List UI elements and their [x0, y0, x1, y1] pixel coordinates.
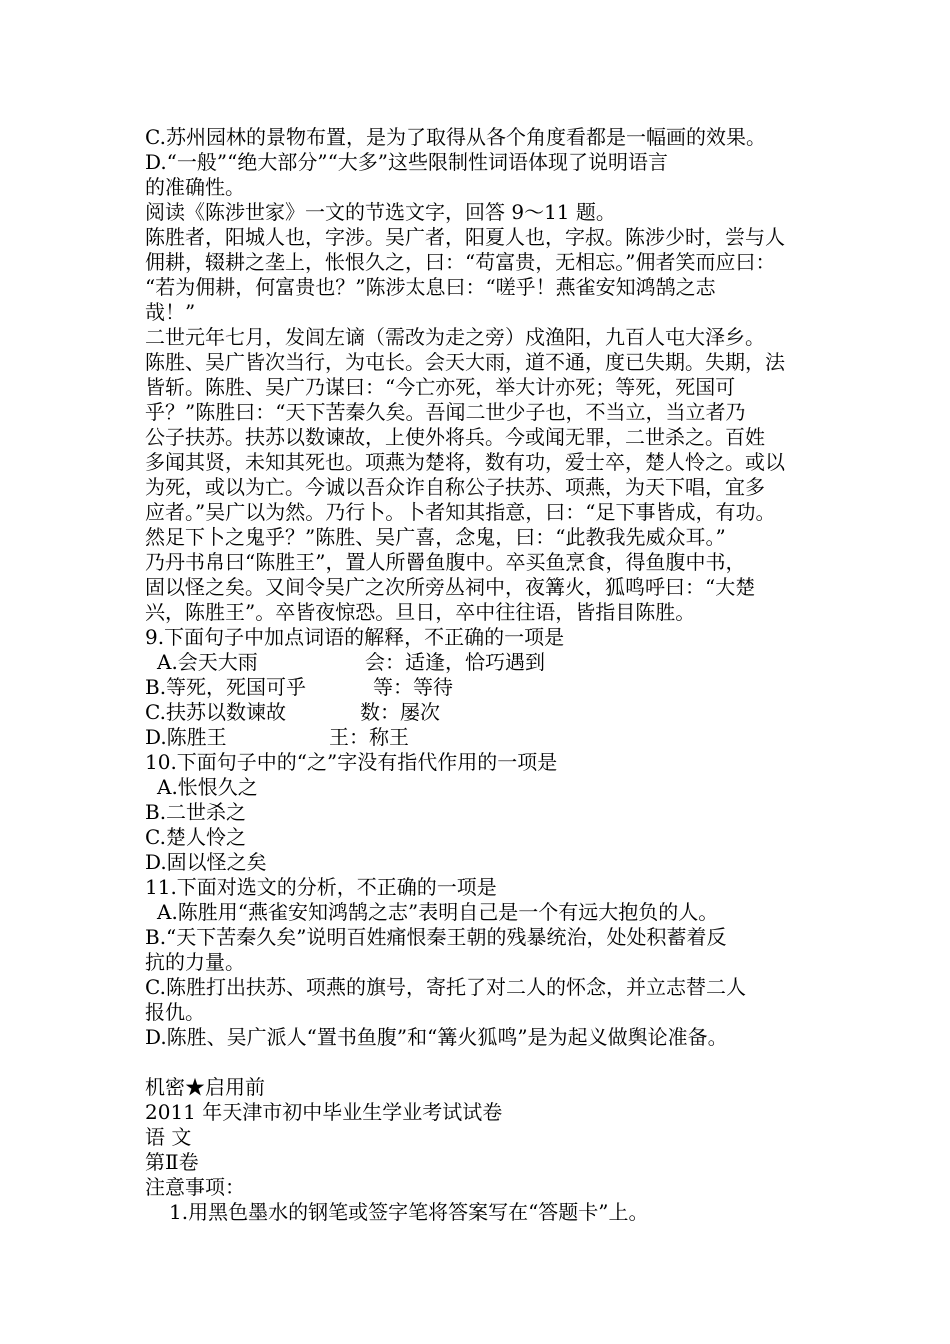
passage-line: 陈胜者，阳城人也，字涉。吴广者，阳夏人也，字叔。陈涉少时，尝与人: [145, 225, 785, 249]
option-b-gloss: 等：等待: [373, 675, 453, 699]
question-11-option-c: C.陈胜打出扶苏、项燕的旗号，寄托了对二人的怀念，并立志替二人: [145, 975, 746, 999]
question-11-option-b: B.“天下苦秦久矣”说明百姓痛恨秦王朝的残暴统治，处处积蓄着反: [145, 925, 727, 949]
passage-line: 多闻其贤，未知其死也。项燕为楚将，数有功，爱士卒，楚人怜之。或以: [145, 450, 785, 474]
question-9-option-b: [145, 675, 835, 700]
question-11-stem: 11.下面对选文的分析，不正确的一项是: [145, 875, 497, 899]
question-10-stem: 10.下面句子中的“之”字没有指代作用的一项是: [145, 750, 558, 774]
question-9-option-a: [145, 650, 835, 675]
passage-line: 然足下卜之鬼乎？”陈胜、吴广喜，念鬼，曰：“此教我先威众耳。”: [145, 525, 726, 549]
passage-line: 二世元年七月，发闾左谪（需改为走之旁）戍渔阳，九百人屯大泽乡。: [145, 325, 765, 349]
note-1: 1.用黑色墨水的钢笔或签字笔将答案写在“答题卡”上。: [169, 1200, 649, 1224]
exam-title: 2011 年天津市初中毕业生学业考试试卷: [145, 1100, 503, 1124]
question-10-option-b: B.二世杀之: [145, 800, 247, 824]
option-a-gloss: 会：适逢，恰巧遇到: [365, 650, 545, 674]
question-11-option-b-cont: 抗的力量。: [145, 950, 245, 974]
passage-line: 佣耕，辍耕之垄上，怅恨久之，曰：“苟富贵，无相忘。”佣者笑而应曰：: [145, 250, 776, 274]
spacer: [145, 1050, 835, 1075]
subject-label: 语 文: [145, 1125, 192, 1149]
passage-line: 兴，陈胜王”。卒皆夜惊恐。旦日，卒中往往语，皆指目陈胜。: [145, 600, 696, 624]
question-9-option-d: [145, 725, 835, 750]
option-d-line-cont: 的准确性。: [145, 175, 245, 199]
document-page: [145, 125, 835, 1225]
notes-title: 注意事项：: [145, 1175, 245, 1199]
option-c-line: C.苏州园林的景物布置，是为了取得从各个角度看都是一幅画的效果。: [145, 125, 766, 149]
passage-line: 公子扶苏。扶苏以数谏故，上使外将兵。今或闻无罪，二世杀之。百姓: [145, 425, 765, 449]
option-d-gloss: 王：称王: [329, 725, 409, 749]
option-d-line: D.“一般”“绝大部分”“大多”这些限制性词语体现了说明语言: [145, 150, 669, 174]
passage-line: 哉！”: [145, 300, 196, 324]
passage-line: 固以怪之矣。又间令吴广之次所旁丛祠中，夜篝火，狐鸣呼曰：“大楚: [145, 575, 756, 599]
question-11-option-d: D.陈胜、吴广派人“置书鱼腹”和“篝火狐鸣”是为起义做舆论准备。: [145, 1025, 728, 1049]
passage-line: 皆斩。陈胜、吴广乃谋曰：“今亡亦死，举大计亦死；等死，死国可: [145, 375, 736, 399]
passage-line: “若为佣耕，何富贵也？”陈涉太息曰：“嗟乎！燕雀安知鸿鹄之志: [145, 275, 716, 299]
volume-label: 第Ⅱ卷: [145, 1150, 199, 1174]
passage-line: 乃丹书帛曰“陈胜王”，置人所罾鱼腹中。卒买鱼烹食，得鱼腹中书，: [145, 550, 746, 574]
option-a-sentence: A.会天大雨: [157, 650, 258, 674]
option-c-sentence: C.扶苏以数谏故: [145, 700, 286, 724]
question-11-option-a: A.陈胜用“燕雀安知鸿鹄之志”表明自己是一个有远大抱负的人。: [157, 900, 719, 924]
option-b-sentence: B.等死，死国可乎: [145, 675, 307, 699]
question-11-option-c-cont: 报仇。: [145, 1000, 205, 1024]
question-10-option-c: C.楚人怜之: [145, 825, 246, 849]
question-9-stem: 9.下面句子中加点词语的解释，不正确的一项是: [145, 625, 565, 649]
confidential-label: 机密★启用前: [145, 1075, 265, 1099]
passage-line: 应者。”吴广以为然。乃行卜。卜者知其指意，曰：“足下事皆成，有功。: [145, 500, 776, 524]
question-10-option-d: D.固以怪之矣: [145, 850, 267, 874]
passage-line: 为死，或以为亡。今诚以吾众诈自称公子扶苏、项燕，为天下唱，宜多: [145, 475, 765, 499]
question-9-option-c: [145, 700, 835, 725]
option-d-sentence: D.陈胜王: [145, 725, 227, 749]
passage-line: 乎？”陈胜曰：“天下苦秦久矣。吾闻二世少子也，不当立，当立者乃: [145, 400, 746, 424]
reading-instruction: 阅读《陈涉世家》一文的节选文字，回答 9～11 题。: [145, 200, 616, 224]
question-10-option-a: A.怅恨久之: [157, 775, 258, 799]
option-c-gloss: 数：屡次: [360, 700, 440, 724]
passage-line: 陈胜、吴广皆次当行，为屯长。会天大雨，道不通，度已失期。失期，法: [145, 350, 785, 374]
